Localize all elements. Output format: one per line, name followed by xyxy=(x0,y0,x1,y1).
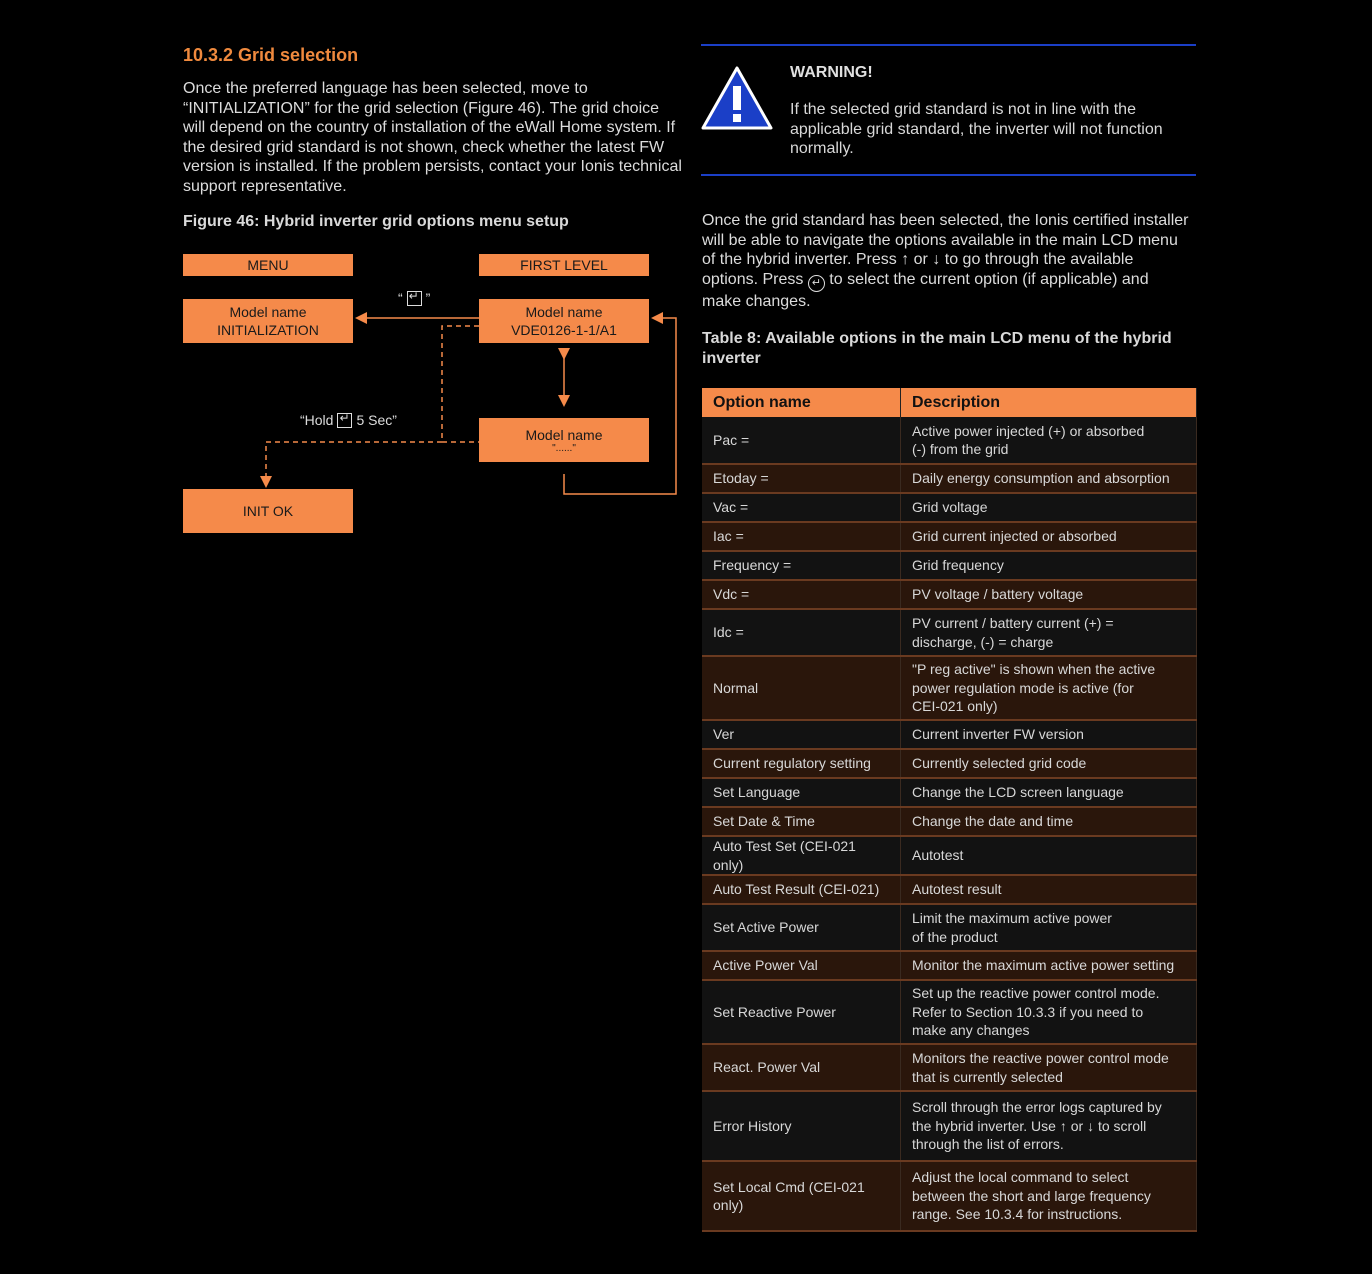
table-header-row xyxy=(702,388,1197,417)
option-name: Set Active Power xyxy=(702,904,901,951)
option-description: Grid frequency xyxy=(901,551,1197,580)
option-description: PV current / battery current (+) = discharge, (-) = charge xyxy=(901,609,1197,656)
table-row xyxy=(702,951,1197,980)
option-description: Scroll through the error logs captured by the hybrid inverter. Use ↑ or ↓ to scroll through the list of errors. xyxy=(901,1091,1197,1161)
option-name: Active Power Val xyxy=(702,951,901,980)
option-description: Grid voltage xyxy=(901,493,1197,522)
model-name-label: Model name xyxy=(229,304,307,320)
header-description: Description xyxy=(901,388,1197,417)
menu-box xyxy=(183,254,353,276)
hold-label xyxy=(300,412,397,428)
table-row xyxy=(702,1161,1197,1231)
model-name-label: Model name xyxy=(525,427,603,443)
table-row xyxy=(702,1091,1197,1161)
option-name: Current regulatory setting xyxy=(702,749,901,778)
option-name: React. Power Val xyxy=(702,1044,901,1091)
table-row xyxy=(702,807,1197,836)
first-level-box-label: FIRST LEVEL xyxy=(520,257,608,273)
option-description: PV voltage / battery voltage xyxy=(901,580,1197,609)
table-row xyxy=(702,749,1197,778)
option-name: Ver xyxy=(702,720,901,749)
figure-caption: Figure 46: Hybrid inverter grid options menu setup xyxy=(183,213,569,230)
enter-circle-icon: ↵ xyxy=(808,275,825,292)
table-row xyxy=(702,522,1197,551)
option-name: Frequency = xyxy=(702,551,901,580)
table-row xyxy=(702,980,1197,1044)
hold-suffix: 5 Sec” xyxy=(356,412,397,428)
model-blank-box xyxy=(479,418,649,462)
option-name: Pac = xyxy=(702,417,901,464)
hold-prefix: “Hold xyxy=(300,412,334,428)
dashed-arrow-to-init-ok xyxy=(266,442,442,485)
menu-box-label: MENU xyxy=(247,257,289,273)
first-level-box xyxy=(479,254,649,276)
table-row xyxy=(702,656,1197,720)
option-description: Currently selected grid code xyxy=(901,749,1197,778)
table-row xyxy=(702,493,1197,522)
table-row xyxy=(702,778,1197,807)
init-ok-box xyxy=(183,489,353,533)
option-name: Set Language xyxy=(702,778,901,807)
option-name: Set Date & Time xyxy=(702,807,901,836)
enter-key-label xyxy=(398,290,430,306)
table-row xyxy=(702,875,1197,904)
option-description: Daily energy consumption and absorption xyxy=(901,464,1197,493)
vde-standard-label: VDE0126-1-1/A1 xyxy=(511,322,617,338)
loop-arrow xyxy=(564,318,676,494)
option-description: "P reg active" is shown when the active power regulation mode is active (for CEI-021 only) xyxy=(901,656,1197,720)
table-row xyxy=(702,609,1197,656)
model-vde-box xyxy=(479,299,649,343)
option-description: Adjust the local command to select between the short and large frequency range. See 10.3.4 for instructions. xyxy=(901,1161,1197,1231)
navigation-paragraph xyxy=(702,211,1192,311)
enter-key-icon xyxy=(337,413,352,428)
option-name: Set Reactive Power xyxy=(702,980,901,1044)
option-name: Etoday = xyxy=(702,464,901,493)
option-description: Monitors the reactive power control mode that is currently selected xyxy=(901,1044,1197,1091)
quote-open: “ xyxy=(398,290,403,306)
warning-box xyxy=(701,44,1196,176)
table-row xyxy=(702,464,1197,493)
option-name: Vdc = xyxy=(702,580,901,609)
warning-title: WARNING! xyxy=(790,64,873,81)
diagram-connectors xyxy=(0,0,700,560)
option-description: Set up the reactive power control mode. Refer to Section 10.3.3 if you need to make any changes xyxy=(901,980,1197,1044)
warning-triangle-icon xyxy=(701,66,773,132)
option-description: Change the date and time xyxy=(901,807,1197,836)
option-name: Error History xyxy=(702,1091,901,1161)
init-ok-label: INIT OK xyxy=(242,503,294,519)
option-name: Vac = xyxy=(702,493,901,522)
warning-text: If the selected grid standard is not in line with the applicable grid standard, the inverter will not function normally. xyxy=(790,101,1163,157)
table-row xyxy=(702,1044,1197,1091)
option-description: Change the LCD screen language xyxy=(901,778,1197,807)
enter-key-icon xyxy=(407,291,422,306)
option-description: Active power injected (+) or absorbed (-) from the grid xyxy=(901,417,1197,464)
option-description: Grid current injected or absorbed xyxy=(901,522,1197,551)
option-description: Autotest xyxy=(901,836,1197,875)
model-name-label: Model name xyxy=(525,304,603,320)
table-row xyxy=(702,551,1197,580)
table-row xyxy=(702,580,1197,609)
table-caption: Table 8: Available options in the main LCD menu of the hybrid inverter xyxy=(702,330,1172,367)
table-row xyxy=(702,720,1197,749)
option-description: Limit the maximum active power of the product xyxy=(901,904,1197,951)
table-row xyxy=(702,904,1197,951)
table-row xyxy=(702,417,1197,464)
option-name: Auto Test Result (CEI-021) xyxy=(702,875,901,904)
option-description: Current inverter FW version xyxy=(901,720,1197,749)
initialization-label: INITIALIZATION xyxy=(217,322,319,338)
intro-paragraph: Once the preferred language has been selected, move to “INITIALIZATION” for the grid selection (Figure 46). The grid choice will depend on the country of installation of the eWall Home system. If the desired grid standard is not shown, check whether the latest FW version is installed. If the problem persists, contact your Ionis technical support representative. xyxy=(183,80,682,195)
model-initialization-box xyxy=(183,299,353,343)
option-description: Monitor the maximum active power setting xyxy=(901,951,1197,980)
option-name: Iac = xyxy=(702,522,901,551)
navigation-text-1: Once the grid standard has been selected, the Ionis certified installer will be able to navigate the options available in the main LCD menu of the hybrid inverter. Press ↑ or ↓ to go through the available options. Press xyxy=(702,212,1189,288)
option-name: Idc = xyxy=(702,609,901,656)
option-name: Normal xyxy=(702,656,901,720)
table-row xyxy=(702,836,1197,875)
option-name: Auto Test Set (CEI-021 only) xyxy=(702,836,901,875)
option-name: Set Local Cmd (CEI-021 only) xyxy=(702,1161,901,1231)
options-table xyxy=(702,388,1197,1232)
blank-standard-label: "......" xyxy=(552,443,576,454)
navigation-text-2: to select the current option (if applicable) and make changes. xyxy=(702,270,1149,310)
dashed-link xyxy=(442,326,479,442)
quote-close: ” xyxy=(425,290,431,306)
header-option-name: Option name xyxy=(702,388,901,417)
option-description: Autotest result xyxy=(901,875,1197,904)
section-title: 10.3.2 Grid selection xyxy=(183,45,359,65)
